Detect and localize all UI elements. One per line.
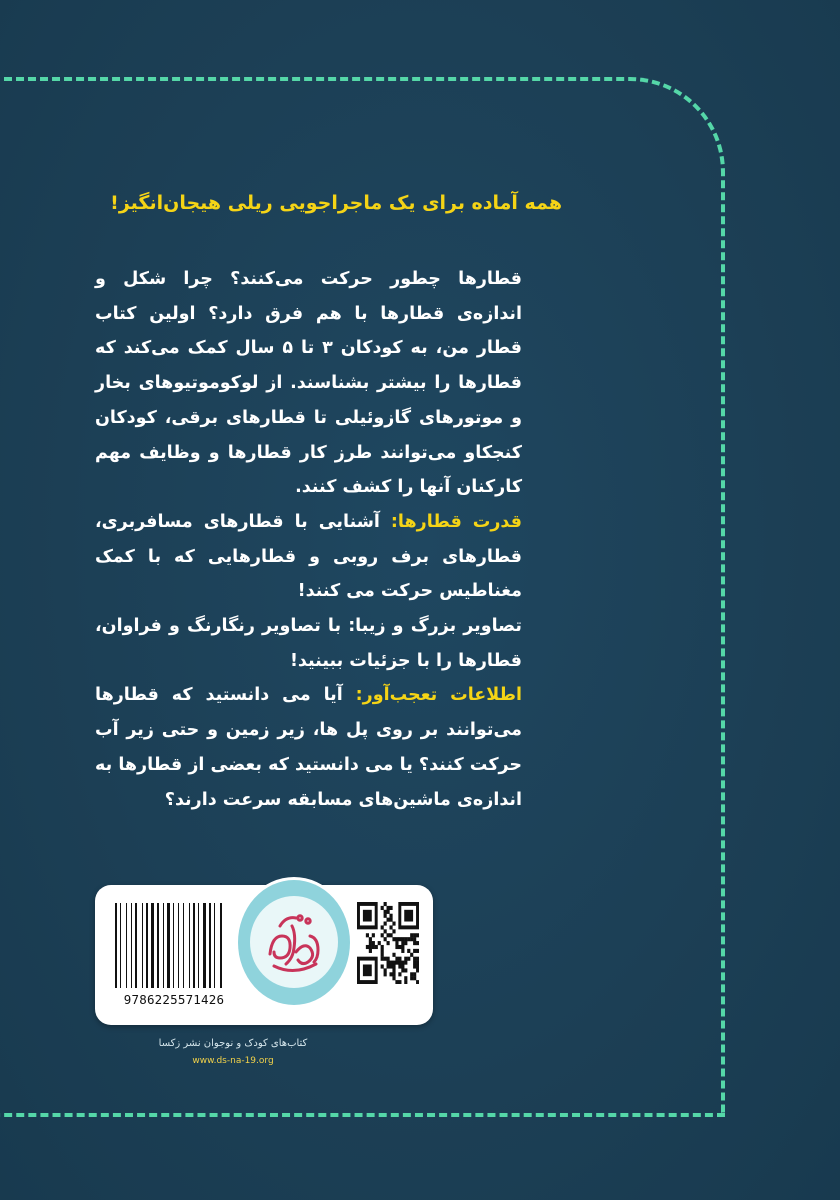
barcode-bar — [151, 903, 154, 988]
qr-cell — [384, 902, 387, 906]
qr-cell — [404, 980, 407, 984]
publisher-logo-icon — [250, 896, 338, 988]
qr-cell — [410, 933, 413, 937]
qr-cell — [372, 933, 375, 937]
qr-cell — [395, 961, 398, 965]
qr-cell — [392, 937, 395, 941]
qr-cell — [407, 957, 410, 961]
qr-cell — [392, 922, 395, 926]
qr-cell — [389, 961, 392, 965]
qr-cell — [369, 949, 372, 953]
qr-cell — [416, 933, 419, 937]
qr-cell — [389, 933, 392, 937]
section-images — [95, 609, 522, 678]
qr-cell — [372, 941, 375, 945]
qr-cell — [413, 976, 416, 980]
barcode-bar — [115, 903, 117, 988]
publisher-line: کتاب‌های کودک و نوجوان نشر زکسا — [158, 1038, 308, 1049]
barcode-icon — [113, 903, 235, 988]
qr-cell — [416, 961, 419, 965]
qr-cell — [375, 945, 378, 949]
qr-cell — [398, 945, 401, 949]
barcode-bar — [131, 903, 132, 988]
barcode-bar — [173, 903, 174, 988]
qr-cell — [398, 957, 401, 961]
qr-cell — [392, 961, 395, 965]
qr-cell — [413, 957, 416, 961]
qr-cell — [404, 937, 407, 941]
qr-cell — [401, 945, 404, 949]
qr-cell — [398, 964, 401, 968]
qr-cell — [404, 976, 407, 980]
qr-cell — [389, 964, 392, 968]
cover-description — [95, 262, 522, 817]
qr-cell — [381, 964, 384, 968]
qr-cell — [381, 933, 384, 937]
qr-cell — [413, 933, 416, 937]
qr-cell — [392, 964, 395, 968]
qr-cell — [384, 972, 387, 976]
qr-cell — [384, 929, 387, 933]
barcode-bar — [189, 903, 190, 988]
qr-finder-pattern — [404, 910, 413, 922]
qr-cell — [381, 906, 384, 910]
qr-cell — [369, 941, 372, 945]
isbn-number: 9786225571426 — [123, 992, 225, 1007]
qr-code-icon — [357, 902, 419, 984]
qr-cell — [387, 933, 390, 937]
section-facts-label: اطلاعات تعجب‌آور: — [355, 685, 523, 706]
section-images-label: تصاویر بزرگ و زیبا: — [348, 616, 523, 637]
qr-cell — [416, 957, 419, 961]
qr-cell — [401, 968, 404, 972]
qr-cell — [395, 957, 398, 961]
barcode-bar — [142, 903, 143, 988]
qr-cell — [381, 949, 384, 953]
qr-cell — [404, 968, 407, 972]
qr-cell — [384, 922, 387, 926]
qr-cell — [416, 941, 419, 945]
qr-cell — [392, 968, 395, 972]
qr-cell — [410, 972, 413, 976]
qr-cell — [398, 980, 401, 984]
qr-cell — [410, 937, 413, 941]
qr-cell — [410, 976, 413, 980]
section-facts-text: آیا می دانستید که قطارها می‌توانند بر روی پل ها، زیر زمین و حتی زیر آب حرکت کنند؟ یا می دانستید که بعضی از قطارها به اندازه‌ی ماشین‌های مسابقه سرعت دارند؟ — [95, 685, 522, 810]
qr-cell — [381, 957, 384, 961]
qr-cell — [384, 914, 387, 918]
cover-headline: همه آماده برای یک ماجراجویی ریلی هیجان‌انگیز! — [110, 192, 562, 214]
qr-cell — [401, 937, 404, 941]
qr-cell — [395, 937, 398, 941]
qr-cell — [387, 941, 390, 945]
qr-cell — [387, 918, 390, 922]
qr-cell — [381, 925, 384, 929]
qr-cell — [392, 976, 395, 980]
qr-cell — [404, 941, 407, 945]
qr-cell — [416, 980, 419, 984]
qr-cell — [401, 941, 404, 945]
qr-cell — [392, 929, 395, 933]
barcode-bar — [209, 903, 211, 988]
qr-cell — [369, 945, 372, 949]
qr-cell — [395, 980, 398, 984]
qr-cell — [404, 957, 407, 961]
qr-cell — [416, 968, 419, 972]
qr-cell — [387, 910, 390, 914]
qr-cell — [378, 941, 381, 945]
qr-cell — [384, 957, 387, 961]
qr-cell — [413, 972, 416, 976]
qr-cell — [413, 937, 416, 941]
qr-cell — [407, 949, 410, 953]
barcode-bar — [203, 903, 206, 988]
barcode-bar — [193, 903, 195, 988]
qr-cell — [387, 964, 390, 968]
qr-cell — [395, 945, 398, 949]
qr-cell — [389, 918, 392, 922]
qr-cell — [392, 953, 395, 957]
qr-cell — [395, 941, 398, 945]
qr-cell — [401, 964, 404, 968]
qr-cell — [398, 961, 401, 965]
section-facts — [95, 678, 522, 817]
qr-cell — [416, 949, 419, 953]
qr-cell — [369, 937, 372, 941]
barcode-bar — [167, 903, 170, 988]
qr-finder-pattern — [363, 910, 372, 922]
qr-cell — [389, 914, 392, 918]
barcode-bar — [120, 903, 121, 988]
qr-cell — [413, 964, 416, 968]
section-power-label: قدرت قطارها: — [390, 511, 522, 532]
qr-cell — [366, 945, 369, 949]
section-images-text: با تصاویر رنگارنگ و فراوان، قطارها را با جزئیات ببینید! — [95, 616, 522, 671]
barcode-bar — [178, 903, 179, 988]
qr-finder-pattern — [363, 964, 372, 976]
qr-cell — [389, 906, 392, 910]
qr-cell — [413, 941, 416, 945]
qr-cell — [410, 953, 413, 957]
qr-cell — [416, 964, 419, 968]
qr-cell — [398, 937, 401, 941]
section-power-text: آشنایی با قطارهای مسافربری، قطارهای برف روبی و قطارهایی که با کمک مغناطیس حرکت می کنند! — [95, 511, 522, 602]
qr-cell — [413, 949, 416, 953]
barcode-bar — [146, 903, 148, 988]
qr-cell — [372, 945, 375, 949]
intro-paragraph: قطارها چطور حرکت می‌کنند؟ چرا شکل و اندازه‌ی قطارها با هم فرق دارد؟ اولین کتاب قطار من، به کودکان ۳ تا ۵ سال کمک می‌کند که قطارها را بیشتر بشناسند. از لوکوموتیوهای بخار و موتورهای گازوئیلی تا قطارهای برقی، کودکان کنجکاو می‌توانند طرز کار قطارها و وظایف مهم کارکنان آنها را کشف کنند. — [95, 269, 523, 498]
qr-cell — [384, 968, 387, 972]
barcode-bar — [163, 903, 164, 988]
publisher-website: www.ds-na-19.org — [192, 1056, 274, 1066]
qr-cell — [401, 949, 404, 953]
barcode-bar — [198, 903, 199, 988]
qr-cell — [389, 972, 392, 976]
barcode-bar — [220, 903, 222, 988]
qr-cell — [381, 953, 384, 957]
qr-cell — [384, 910, 387, 914]
qr-cell — [401, 961, 404, 965]
qr-cell — [407, 937, 410, 941]
qr-cell — [413, 961, 416, 965]
qr-cell — [387, 906, 390, 910]
qr-cell — [387, 957, 390, 961]
barcode-bar — [135, 903, 137, 988]
qr-cell — [384, 937, 387, 941]
qr-cell — [389, 925, 392, 929]
qr-cell — [398, 972, 401, 976]
section-power — [95, 505, 522, 609]
qr-cell — [387, 961, 390, 965]
qr-cell — [381, 945, 384, 949]
barcode-bar — [214, 903, 215, 988]
qr-cell — [392, 972, 395, 976]
barcode-bar — [157, 903, 159, 988]
barcode-bar — [126, 903, 127, 988]
barcode-bar — [183, 903, 184, 988]
qr-cell — [366, 933, 369, 937]
qr-cell — [404, 961, 407, 965]
